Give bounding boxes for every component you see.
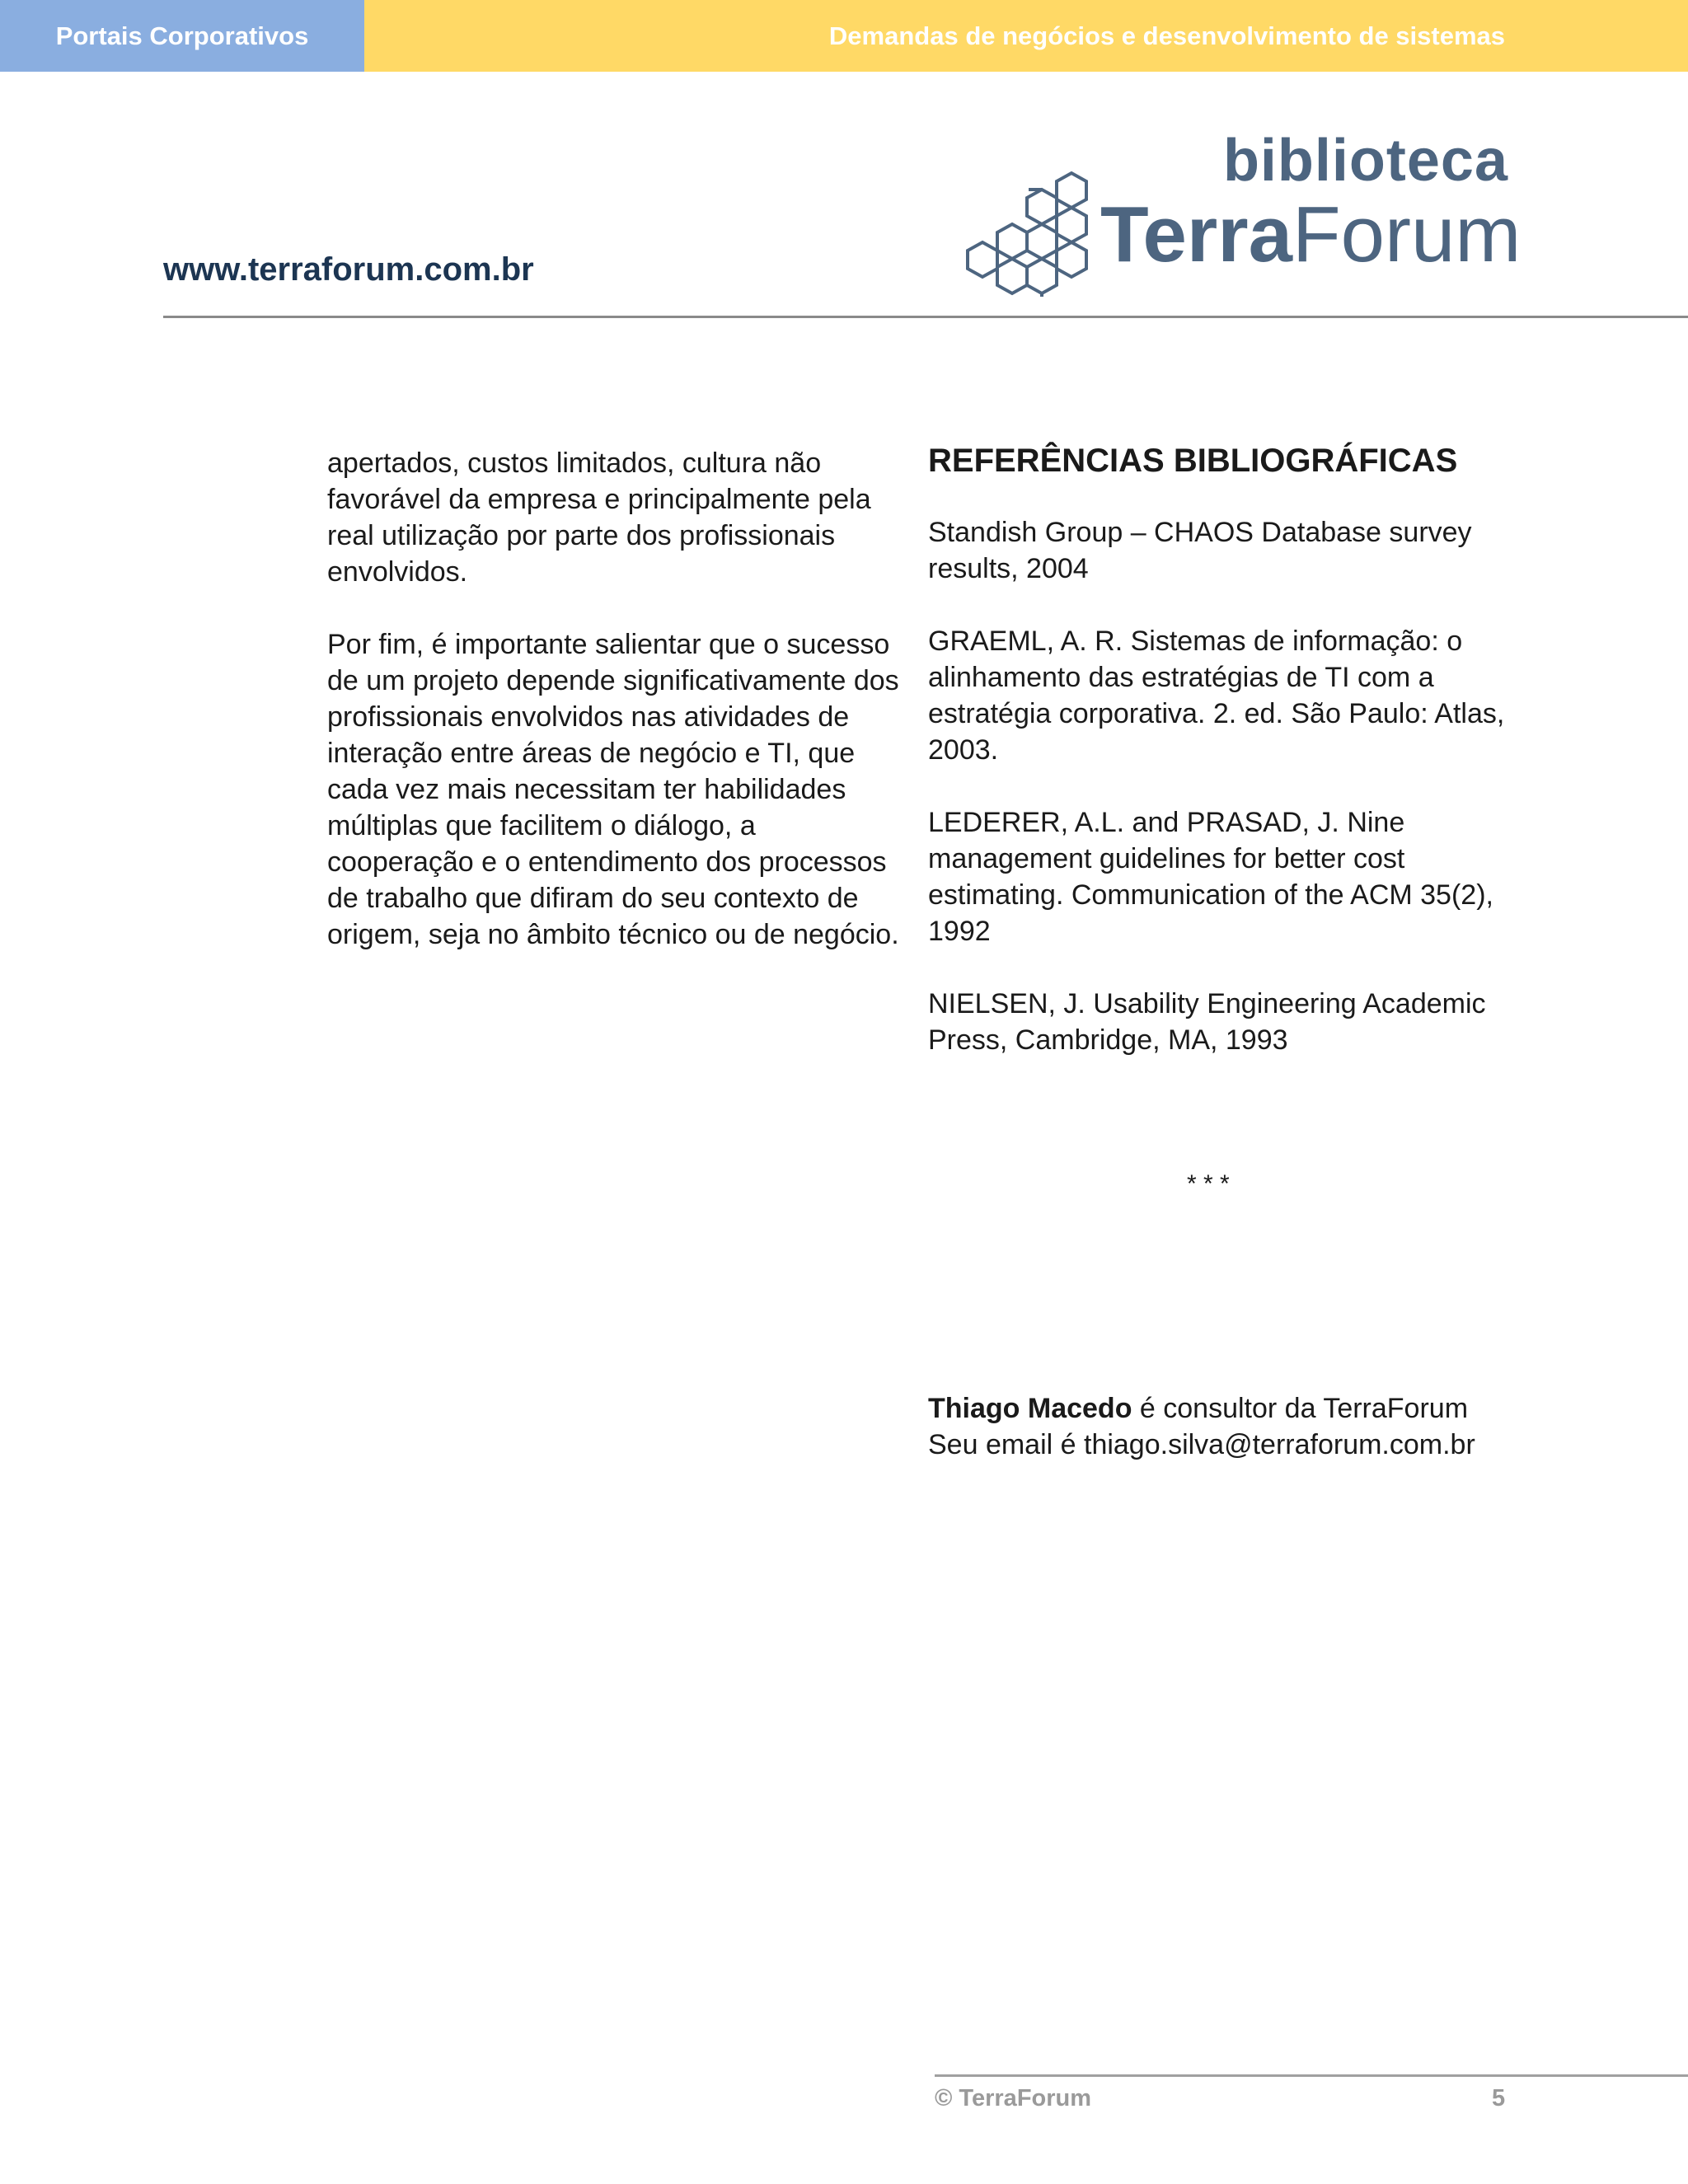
section-label: Portais Corporativos [0,0,364,72]
reference-item: LEDERER, A.L. and PRASAD, J. Nine management guidelines for better cost estimating. Communication of the ACM 35(2), 1992 [928,807,1493,947]
body-paragraph: apertados, custos limitados, cultura não favorável da empresa e principalmente pela real utilização por parte dos profissionais envolvidos. [327,448,871,588]
logo-terra: Terra [1100,190,1293,279]
footer-copyright: © TerraForum [935,2085,1092,2111]
references-column [928,442,1522,1094]
author-role: é consultor da TerraForum [1132,1393,1469,1424]
header-bar [0,0,1688,72]
reference-item: Standish Group – CHAOS Database survey results, 2004 [928,517,1472,584]
footer-divider [935,2074,1688,2077]
reference-item: GRAEML, A. R. Sistemas de informação: o alinhamento das estratégias de TI com a estratégia corporativa. 2. ed. São Paulo: Atlas, 2003. [928,626,1505,766]
reference-item: NIELSEN, J. Usability Engineering Academic Press, Cambridge, MA, 1993 [928,988,1486,1056]
header-title-bar [364,0,1688,72]
logo-wordmark [1100,190,1521,280]
author-name: Thiago Macedo [928,1393,1132,1424]
header-divider [163,316,1688,318]
body-column [327,445,904,989]
body-paragraph: Por fim, é importante salientar que o sucesso de um projeto depende significativamente dos profissionais envolvidos nas atividades de interação entre áreas de negócio e TI, que cada vez mais necessitam ter habilidades múltiplas que facilitem o diálogo, a cooperação e o entendimento dos processos de trabalho que difiram do seu contexto de origem, seja no âmbito técnico ou de negócio. [327,629,899,950]
references-heading: REFERÊNCIAS BIBLIOGRÁFICAS [928,443,1458,479]
header-title: Demandas de negócios e desenvolvimento de sistemas [828,21,1505,50]
terraforum-logo [948,124,1522,297]
logo-forum: Forum [1292,190,1522,279]
section-separator: * * * [1187,1170,1230,1197]
author-email: Seu email é thiago.silva@terraforum.com.br [928,1429,1475,1460]
page-number: 5 [1492,2085,1506,2111]
author-line [928,1390,1522,1427]
site-url-link[interactable]: www.terraforum.com.br [163,251,534,288]
hexagon-cluster-icon [948,157,1100,297]
logo-biblioteca: biblioteca [1222,128,1508,194]
author-bio [928,1390,1522,1463]
